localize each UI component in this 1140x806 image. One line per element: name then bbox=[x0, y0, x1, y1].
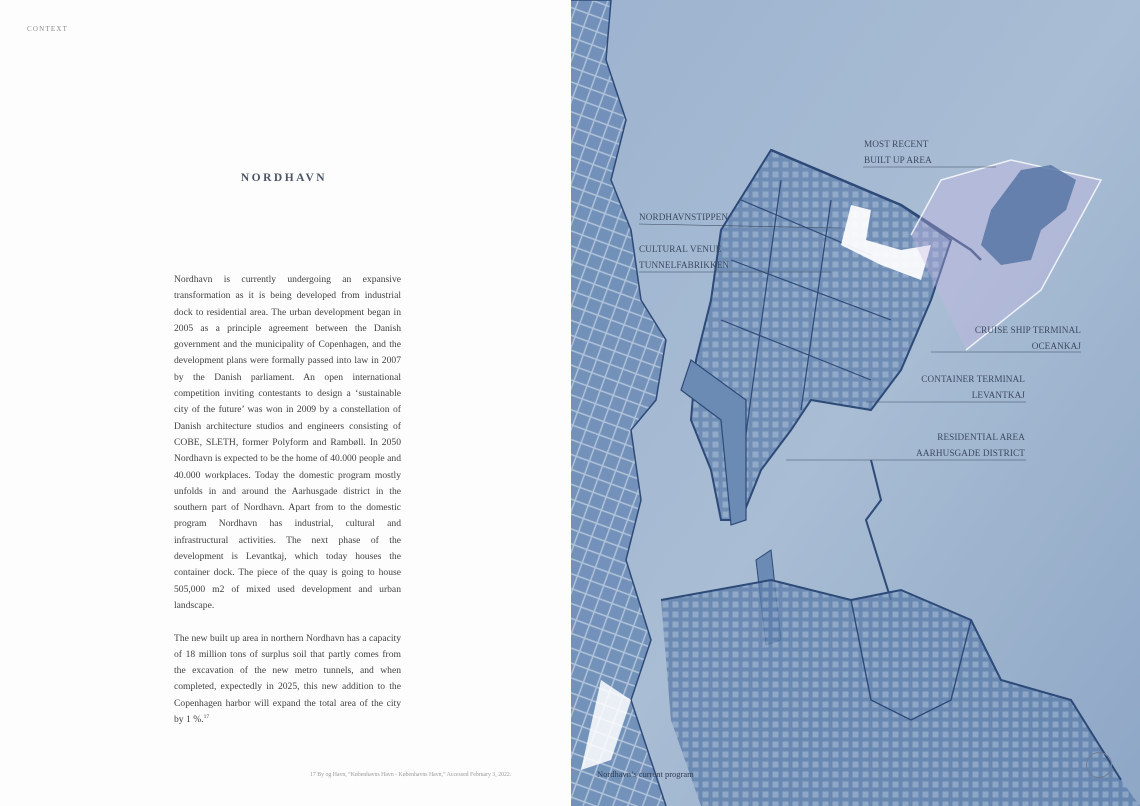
map-page bbox=[571, 0, 1140, 806]
section-label: CONTEXT bbox=[27, 25, 69, 33]
page-marker-circle bbox=[1086, 752, 1112, 778]
footnote: 17 By og Havn, “Københavns Havn - Københavns Havn,” Accessed February 3, 2022. bbox=[310, 772, 512, 778]
label-cultural-venue: CULTURAL VENUE TUNNELFABRIKKEN bbox=[639, 244, 730, 270]
label-container-terminal: CONTAINER TERMINAL LEVANTKAJ bbox=[921, 374, 1025, 400]
label-nordhavnstippen: NORDHAVNSTIPPEN bbox=[639, 212, 729, 222]
paragraph-1: Nordhavn is currently undergoing an expansive transformation as it is being developed from industrial dock to residential area. The urban development began in 2005 as a principle agreement between the Danish government and the municipality of Copenhagen, and the development plans were formally passed into law in 2007 by the Danish parliament. An open international competition inviting contestants to design a ‘sustainable city of the future’ was won in 2009 by a constellation of Danish architecture studios and engineers consisting of COBE, SLETH, former Polyform and Rambøll. In 2050 Nordhavn is expected to be the home of 40.000 people and 40.000 workplaces. Today the domestic program mostly unfolds in and around the Aarhusgade district in the southern part of Nordhavn. Apart from to the domestic program Nordhavn has industrial, cultural and infrastructural activities. The next phase of the development is Levantkaj, which today houses the container dock. The piece of the quay is going to house 505,000 m2 of mixed used development and urban landscape. bbox=[174, 274, 401, 611]
article-title: NORDHAVN bbox=[240, 172, 328, 184]
article-body bbox=[174, 272, 401, 745]
label-residential-area: RESIDENTIAL AREA AARHUSGADE DISTRICT bbox=[916, 432, 1025, 458]
map-image bbox=[571, 0, 1140, 806]
paragraph-2-text: The new built up area in northern Nordhavn has a capacity of 18 million tons of surplus soil that partly comes from the excavation of the new metro tunnels, and when completed, expectedly in 2025, this new addition to the Copenhagen harbor will expand the total area of the city by 1 %. bbox=[174, 632, 401, 726]
label-cruise-ship-terminal: CRUISE SHIP TERMINAL OCEANKAJ bbox=[974, 325, 1081, 351]
footnote-ref[interactable]: 17 bbox=[203, 713, 210, 720]
label-most-recent: MOST RECENT BUILT UP AREA bbox=[864, 139, 932, 165]
paragraph-2 bbox=[174, 631, 401, 729]
map-caption: Nordhavn’s current program bbox=[597, 769, 694, 779]
